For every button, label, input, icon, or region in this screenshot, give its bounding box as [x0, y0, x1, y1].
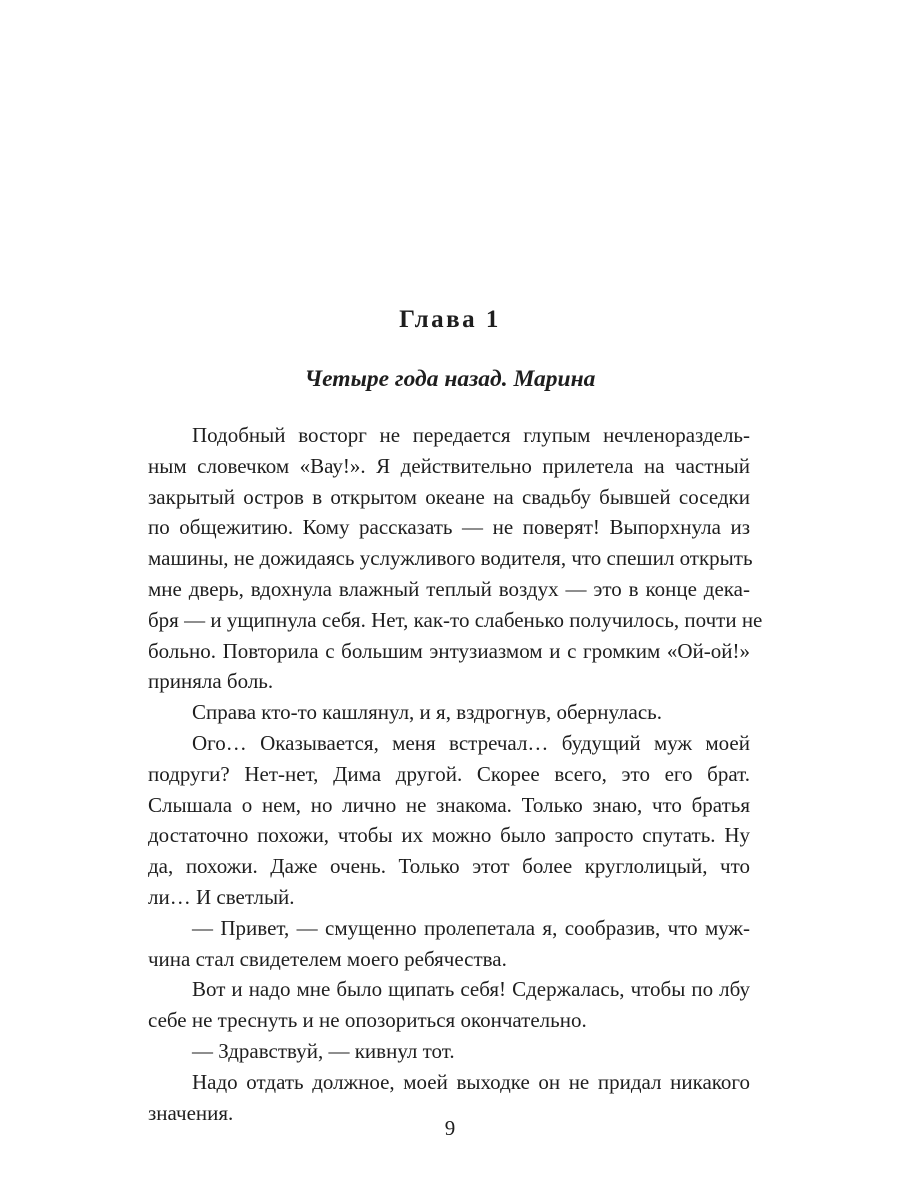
text-line: ным словечком «Вау!». Я действительно прилетела на частный	[148, 453, 750, 478]
text-line: — Здравствуй, — кивнул тот.	[192, 1038, 455, 1063]
text-line: приняла боль.	[148, 669, 274, 694]
text-line: чина стал свидетелем моего ребячества.	[148, 946, 507, 971]
text-line: машины, не дожидаясь услужливого водителя, что спешил открыть	[148, 546, 753, 571]
text-line: ли… И светлый.	[148, 884, 295, 909]
text-line: подруги? Нет-нет, Дима другой. Скорее всего, это его брат.	[148, 761, 750, 786]
paragraph	[148, 974, 750, 1036]
text-line: Подобный восторг не передается глупым нечленораздель-	[192, 423, 750, 447]
text-line: Слышала о нем, но лично не знакома. Только знаю, что братья	[148, 792, 750, 817]
text-line: Справа кто-то кашлянул, и я, вздрогнув, обернулась.	[192, 700, 662, 725]
text-line: да, похожи. Даже очень. Только этот более круглолицый, что	[148, 854, 750, 879]
text-line: по общежитию. Кому рассказать — не поверят! Выпорхнула из	[148, 515, 750, 540]
body-text	[148, 420, 763, 1128]
paragraph	[148, 697, 750, 728]
chapter-subtitle: Четыре года назад. Марина	[304, 366, 596, 392]
text-line: больно. Повторила с большим энтузиазмом и с громким «Ой-ой!»	[148, 638, 750, 663]
text-line: Вот и надо мне было щипать себя! Сдержалась, чтобы по лбу	[192, 977, 750, 1002]
paragraph	[148, 1036, 750, 1067]
chapter-title: Глава 1	[399, 306, 501, 333]
page-number: 9	[444, 1116, 456, 1140]
text-line: — Привет, — смущенно пролепетала я, сообразив, что муж-	[192, 915, 750, 940]
text-line: мне дверь, вдохнула влажный теплый воздух — это в конце дека-	[148, 576, 750, 601]
text-line: Надо отдать должное, моей выходке он не придал никакого	[192, 1069, 750, 1094]
text-line: закрытый остров в открытом океане на свадьбу бывшей соседки	[148, 484, 750, 509]
text-line: достаточно похожи, чтобы их можно было запросто спутать. Ну	[148, 823, 750, 848]
paragraph	[148, 913, 750, 975]
text-line: себе не треснуть и не опозориться окончательно.	[148, 1008, 587, 1033]
text-line: Ого… Оказывается, меня встречал… будущий муж моей	[192, 730, 750, 755]
paragraph	[148, 728, 750, 913]
text-line: значения.	[148, 1100, 234, 1125]
paragraph	[148, 420, 763, 697]
text-line: бря — и ущипнула себя. Нет, как-то слабенько получилось, почти не	[148, 607, 763, 632]
